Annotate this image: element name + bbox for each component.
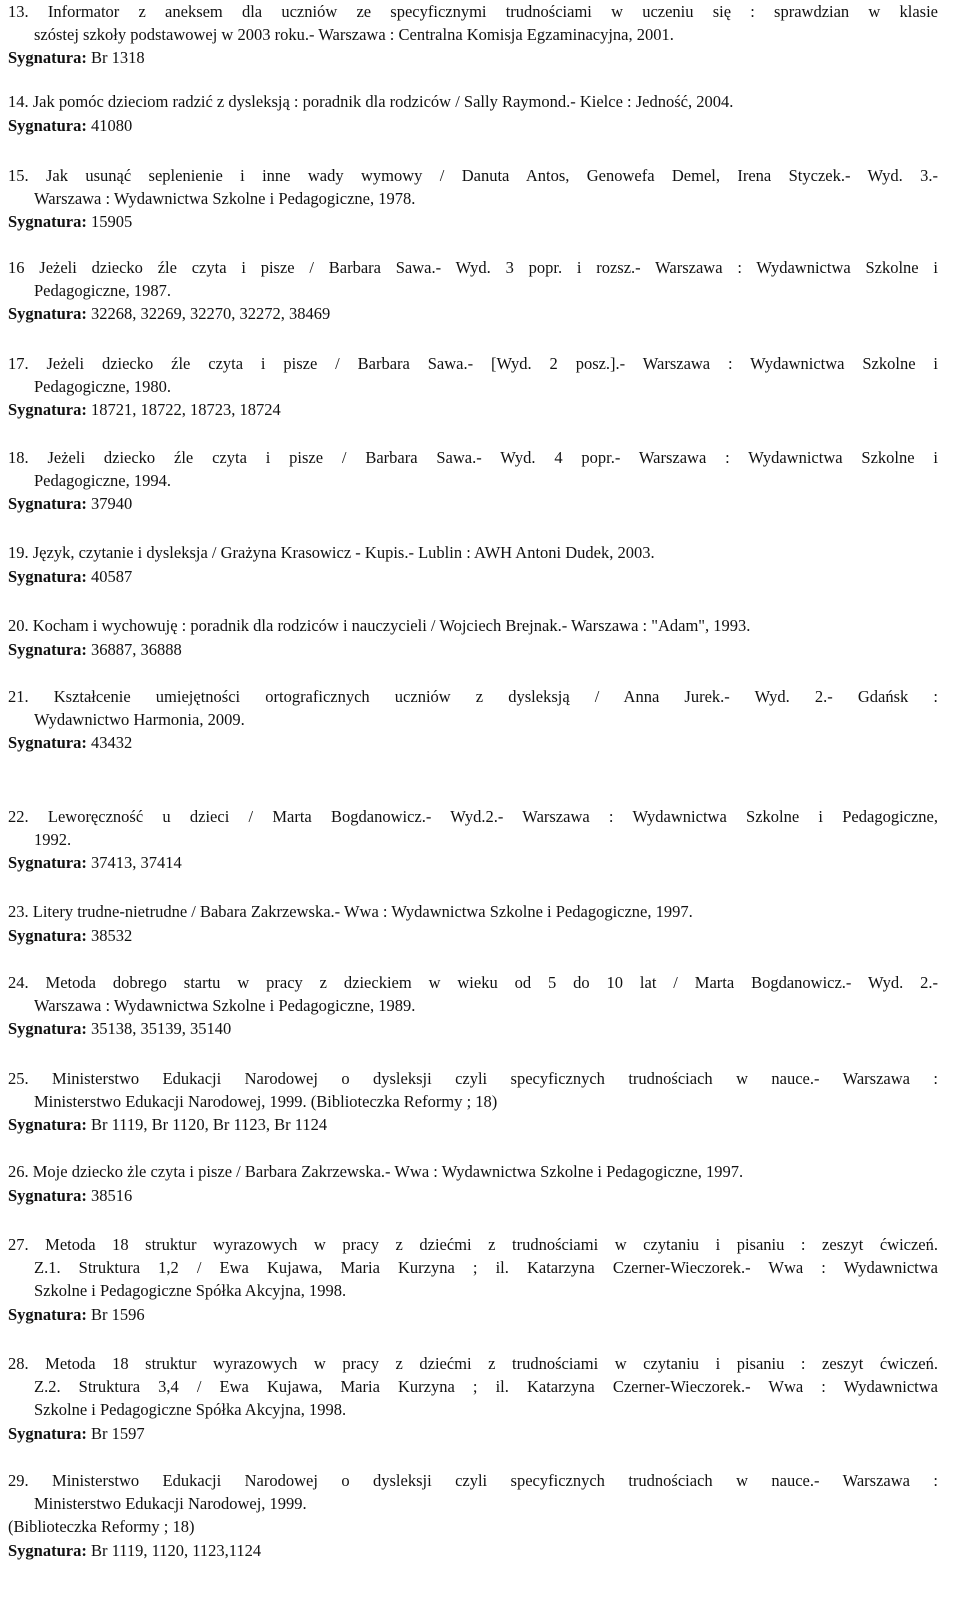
call-number-value: Br 1119, Br 1120, Br 1123, Br 1124 xyxy=(86,1115,328,1134)
entry-text-line: szóstej szkoły podstawowej w 2003 roku.- Warszawa : Centralna Komisja Egzaminacyjna, 2001. xyxy=(34,25,674,44)
entry-text-line: 18. Jeżeli dziecko źle czyta i pisze / Barbara Sawa.- Wyd. 4 popr.- Warszawa : Wydawnictwa Szkolne i xyxy=(8,448,938,467)
call-number-line xyxy=(8,924,132,948)
entry-text-line: 1992. xyxy=(34,830,72,849)
call-number-value: 32268, 32269, 32270, 32272, 38469 xyxy=(86,304,331,323)
entry-text-line: Szkolne i Pedagogiczne Spółka Akcyjna, 1998. xyxy=(34,1281,347,1300)
entry-text-line: 22. Leworęczność u dzieci / Marta Bogdanowicz.- Wyd.2.- Warszawa : Wydawnictwa Szkolne i Pedagogiczne, xyxy=(8,807,938,826)
call-number-label: Sygnatura: xyxy=(8,1541,87,1560)
call-number-line xyxy=(8,851,182,875)
call-number-value: 35138, 35139, 35140 xyxy=(86,1019,232,1038)
call-number-label: Sygnatura: xyxy=(8,1115,87,1134)
call-number-label: Sygnatura: xyxy=(8,494,87,513)
call-number-label: Sygnatura: xyxy=(8,640,87,659)
call-number-value: 40587 xyxy=(86,567,133,586)
call-number-line xyxy=(8,114,132,138)
call-number-value: 37413, 37414 xyxy=(86,853,182,872)
entry-text-line: 14. Jak pomóc dzieciom radzić z dysleksją : poradnik dla rodziców / Sally Raymond.- Kielce : Jedność, 2004. xyxy=(8,92,734,111)
entry-text-line: 13. Informator z aneksem dla uczniów ze specyficznymi trudnościami w uczeniu się : sprawdzian w klasie xyxy=(8,2,938,21)
entry-text-line: 21. Kształcenie umiejętności ortograficznych uczniów z dysleksją / Anna Jurek.- Wyd. 2.- Gdańsk : xyxy=(8,687,938,706)
entry-text-line: 20. Kocham i wychowuję : poradnik dla rodziców i nauczycieli / Wojciech Brejnak.- Warszawa : "Adam", 1993. xyxy=(8,616,751,635)
call-number-line xyxy=(8,731,132,755)
call-number-value: Br 1119, 1120, 1123,1124 xyxy=(86,1541,262,1560)
call-number-label: Sygnatura: xyxy=(8,733,87,752)
call-number-label: Sygnatura: xyxy=(8,1186,87,1205)
entry-text-line: Pedagogiczne, 1980. xyxy=(34,377,172,396)
call-number-label: Sygnatura: xyxy=(8,1019,87,1038)
entry-text-line: 24. Metoda dobrego startu w pracy z dzieckiem w wieku od 5 do 10 lat / Marta Bogdanowicz.- Wyd. 2.- xyxy=(8,973,938,992)
call-number-label: Sygnatura: xyxy=(8,304,87,323)
entry-text-line: Warszawa : Wydawnictwa Szkolne i Pedagogiczne, 1989. xyxy=(34,996,416,1015)
entry-text-line: 15. Jak usunąć seplenienie i inne wady wymowy / Danuta Antos, Genowefa Demel, Irena Styczek.- Wyd. 3.- xyxy=(8,166,938,185)
entry-text-line: 16 Jeżeli dziecko źle czyta i pisze / Barbara Sawa.- Wyd. 3 popr. i rozsz.- Warszawa : Wydawnictwa Szkolne i xyxy=(8,258,938,277)
call-number-value: Br 1597 xyxy=(86,1424,145,1443)
call-number-label: Sygnatura: xyxy=(8,400,87,419)
call-number-label: Sygnatura: xyxy=(8,48,87,67)
entry-text-line: Ministerstwo Edukacji Narodowej, 1999. (Biblioteczka Reformy ; 18) xyxy=(34,1092,498,1111)
call-number-label: Sygnatura: xyxy=(8,116,87,135)
call-number-line xyxy=(8,210,132,234)
entry-text-line: Z.2. Struktura 3,4 / Ewa Kujawa, Maria Kurzyna ; il. Katarzyna Czerner-Wieczorek.- Wwa : Wydawnictwa xyxy=(34,1377,938,1396)
entry-text-line: Ministerstwo Edukacji Narodowej, 1999. xyxy=(34,1494,307,1513)
entry-text-line: 19. Język, czytanie i dysleksja / Grażyna Krasowicz - Kupis.- Lublin : AWH Antoni Dudek, 2003. xyxy=(8,543,655,562)
entry-text-line: 27. Metoda 18 struktur wyrazowych w pracy z dziećmi z trudnościami w czytaniu i pisaniu : zeszyt ćwiczeń. xyxy=(8,1235,938,1254)
call-number-line xyxy=(8,1017,231,1041)
call-number-label: Sygnatura: xyxy=(8,1424,87,1443)
entry-text-line: Z.1. Struktura 1,2 / Ewa Kujawa, Maria Kurzyna ; il. Katarzyna Czerner-Wieczorek.- Wwa : Wydawnictwa xyxy=(34,1258,938,1277)
entry-text-line: 25. Ministerstwo Edukacji Narodowej o dysleksji czyli specyficznych trudnościach w nauce.- Warszawa : xyxy=(8,1069,938,1088)
call-number-label: Sygnatura: xyxy=(8,1305,87,1324)
call-number-value: 15905 xyxy=(86,212,133,231)
call-number-line xyxy=(8,1184,132,1208)
call-number-value: Br 1318 xyxy=(86,48,145,67)
call-number-value: 36887, 36888 xyxy=(86,640,182,659)
call-number-line xyxy=(8,302,330,326)
call-number-line xyxy=(8,46,145,70)
call-number-value: 37940 xyxy=(86,494,133,513)
entry-text-line: Szkolne i Pedagogiczne Spółka Akcyjna, 1998. xyxy=(34,1400,347,1419)
entry-text-line: Warszawa : Wydawnictwa Szkolne i Pedagogiczne, 1978. xyxy=(34,189,416,208)
call-number-label: Sygnatura: xyxy=(8,853,87,872)
call-number-line xyxy=(8,1113,327,1137)
call-number-line xyxy=(8,1539,261,1563)
entry-text-line: Pedagogiczne, 1994. xyxy=(34,471,172,490)
call-number-line xyxy=(8,1422,145,1446)
call-number-line xyxy=(8,492,132,516)
call-number-line xyxy=(8,638,182,662)
entry-text-line: 26. Moje dziecko żle czyta i pisze / Barbara Zakrzewska.- Wwa : Wydawnictwa Szkolne i Pedagogiczne, 1997. xyxy=(8,1162,744,1181)
call-number-value: 43432 xyxy=(86,733,133,752)
call-number-value: 38532 xyxy=(86,926,133,945)
call-number-line xyxy=(8,565,132,589)
call-number-line xyxy=(8,398,281,422)
entry-text-line: 28. Metoda 18 struktur wyrazowych w pracy z dziećmi z trudnościami w czytaniu i pisaniu : zeszyt ćwiczeń. xyxy=(8,1354,938,1373)
entry-text-line: 29. Ministerstwo Edukacji Narodowej o dysleksji czyli specyficznych trudnościach w nauce.- Warszawa : xyxy=(8,1471,938,1490)
call-number-value: 41080 xyxy=(86,116,133,135)
call-number-value: 18721, 18722, 18723, 18724 xyxy=(86,400,281,419)
call-number-line xyxy=(8,1303,145,1327)
entry-text-line: 17. Jeżeli dziecko źle czyta i pisze / Barbara Sawa.- [Wyd. 2 posz.].- Warszawa : Wydawnictwa Szkolne i xyxy=(8,354,938,373)
entry-text-line: (Biblioteczka Reformy ; 18) xyxy=(8,1517,195,1536)
entry-text-line: Pedagogiczne, 1987. xyxy=(34,281,172,300)
call-number-value: Br 1596 xyxy=(86,1305,145,1324)
entry-text-line: 23. Litery trudne-nietrudne / Babara Zakrzewska.- Wwa : Wydawnictwa Szkolne i Pedagogiczne, 1997. xyxy=(8,902,693,921)
call-number-label: Sygnatura: xyxy=(8,567,87,586)
call-number-label: Sygnatura: xyxy=(8,212,87,231)
call-number-label: Sygnatura: xyxy=(8,926,87,945)
call-number-value: 38516 xyxy=(86,1186,133,1205)
entry-text-line: Wydawnictwo Harmonia, 2009. xyxy=(34,710,245,729)
